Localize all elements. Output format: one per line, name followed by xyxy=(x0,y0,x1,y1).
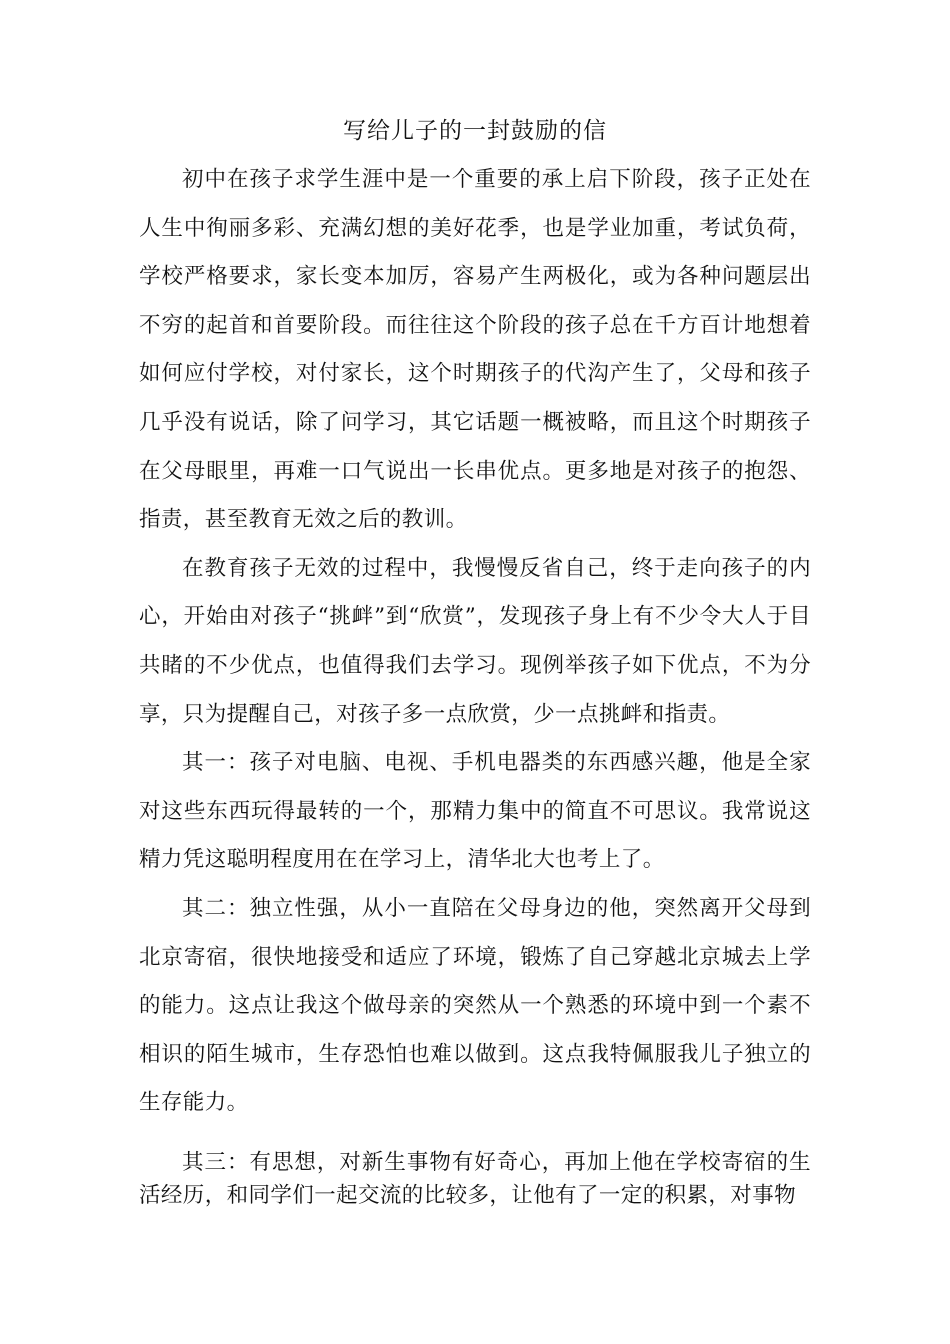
paragraph-4: 其二：独立性强，从小一直陪在父母身边的他，突然离开父母到北京寄宿，很快地接受和适应了环境，锻炼了自己穿越北京城去上学的能力。这点让我这个做母亲的突然从一个熟悉的环境中到一个素不相识的陌生城市，生存恐怕也难以做到。这点我特佩服我儿子独立的生存能力。 xyxy=(139,895,811,1116)
paragraph-3: 其一：孩子对电脑、电视、手机电器类的东西感兴趣，他是全家对这些东西玩得最转的一个，那精力集中的简直不可思议。我常说这精力凭这聪明程度用在在学习上，清华北大也考上了。 xyxy=(139,750,811,873)
paragraph-1: 初中在孩子求学生涯中是一个重要的承上启下阶段，孩子正处在人生中徇丽多彩、充满幻想的美好花季，也是学业加重，考试负荷，学校严格要求，家长变本加厉，容易产生两极化，或为各种问题层出不穷的起首和首要阶段。而往往这个阶段的孩子总在千方百计地想着如何应付学校，对付家长，这个时期孩子的代沟产生了，父母和孩子几乎没有说话，除了问学习，其它话题一概被略，而且这个时期孩子在父母眼里，再难一口气说出一长串优点。更多地是对孩子的抱怨、指责，甚至教育无效之后的教训。 xyxy=(139,167,811,533)
paragraph-2: 在教育孩子无效的过程中，我慢慢反省自己，终于走向孩子的内心，开始由对孩子“挑衅”到“欣赏”，发现孩子身上有不少令大人于目共睹的不少优点，也值得我们去学习。现例举孩子如下优点，不为分享，只为提醒自己，对孩子多一点欣赏，少一点挑衅和指责。 xyxy=(139,555,811,727)
paragraph-5: 其三：有思想，对新生事物有好奇心，再加上他在学校寄宿的生活经历，和同学们一起交流的比较多，让他有了一定的积累，对事物 xyxy=(139,1149,811,1208)
document-body xyxy=(139,156,811,1212)
document-title: 写给儿子的一封鼓励的信 xyxy=(343,118,607,144)
